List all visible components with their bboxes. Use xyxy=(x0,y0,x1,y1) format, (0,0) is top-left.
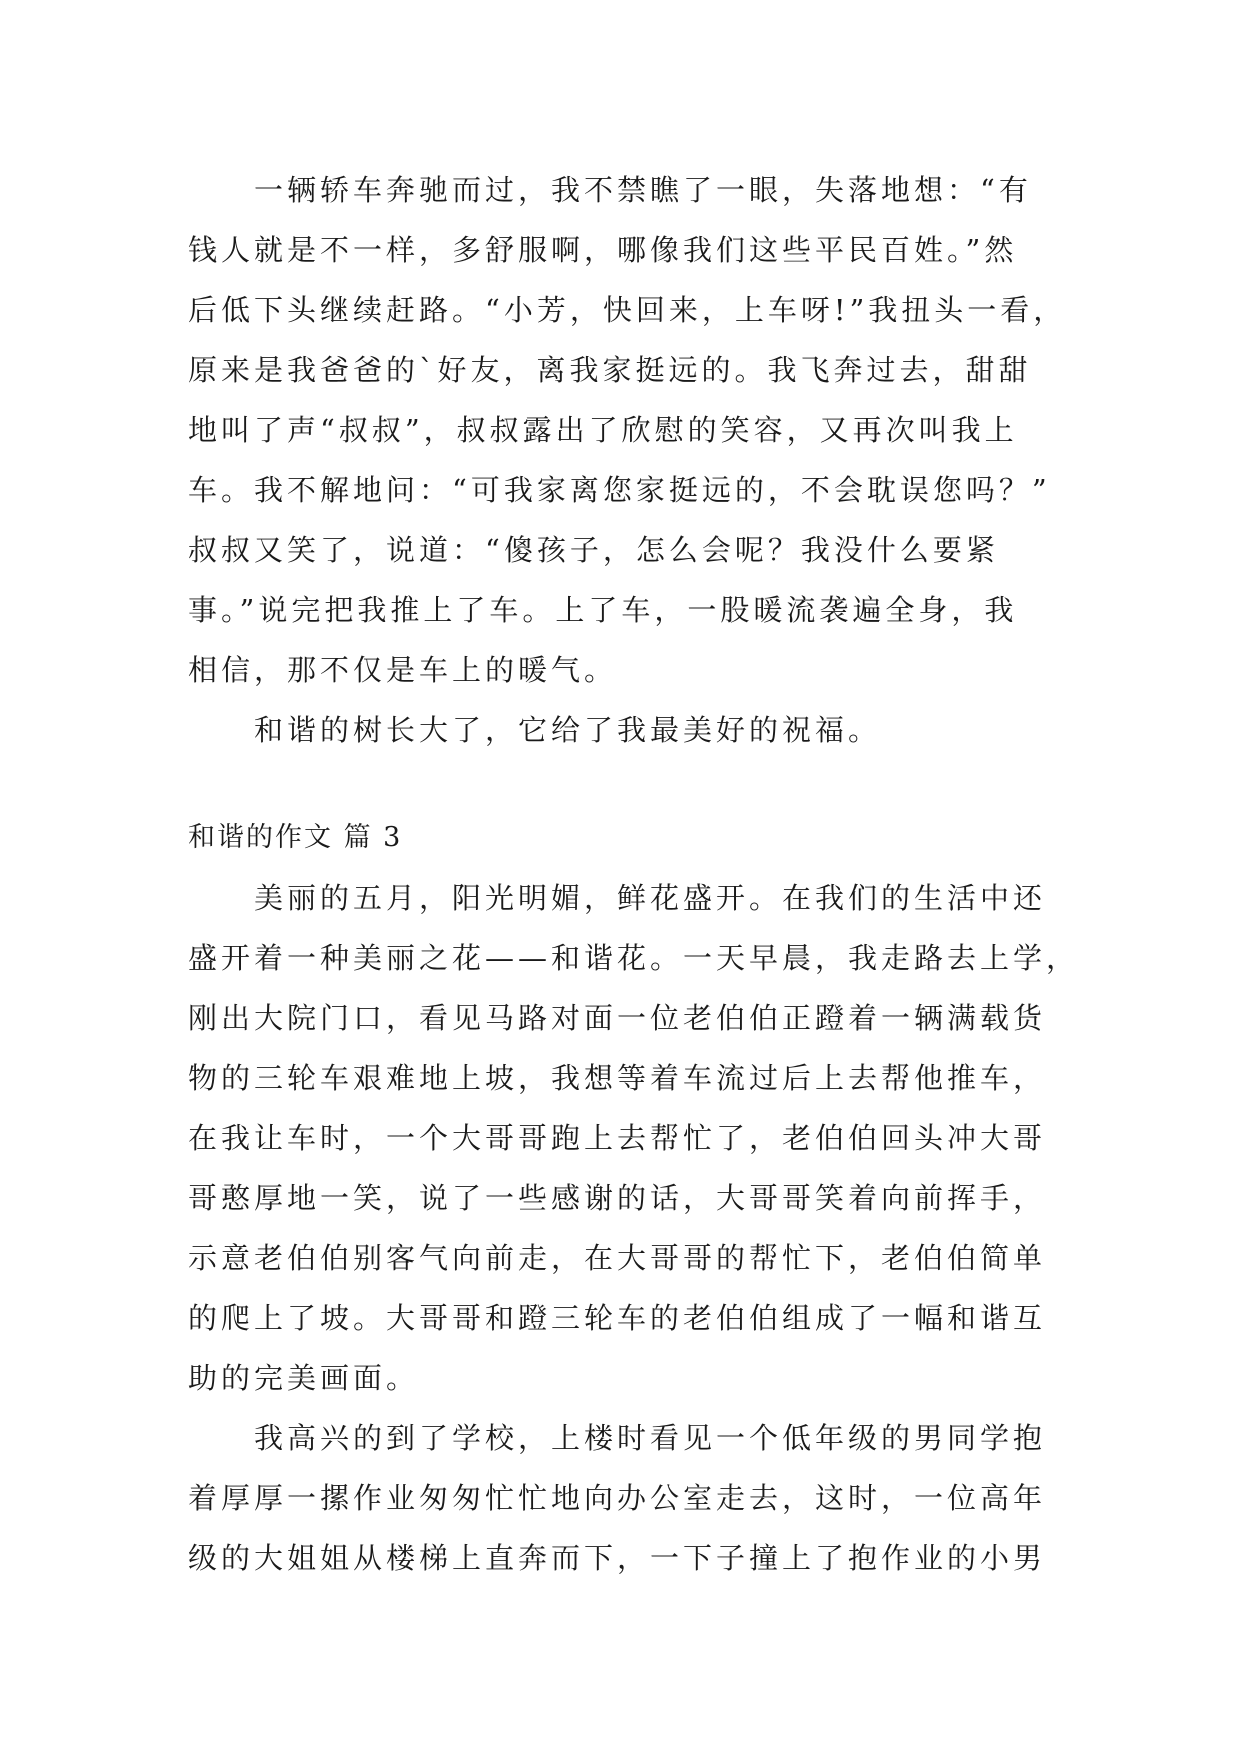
text-line: 地叫了声“叔叔”，叔叔露出了欣慰的笑容，又再次叫我上 xyxy=(188,413,1018,447)
text-line: 刚出大院门口，看见马路对面一位老伯伯正蹬着一辆满载货 xyxy=(188,1001,1047,1035)
text-line: 一辆轿车奔驰而过，我不禁瞧了一眼，失落地想：“有 xyxy=(188,173,1032,207)
text-line: 物的三轮车艰难地上坡，我想等着车流过后上去帮他推车， xyxy=(188,1061,1047,1095)
text-line: 哥憨厚地一笑，说了一些感谢的话，大哥哥笑着向前挥手， xyxy=(188,1181,1047,1215)
text-line: 叔叔又笑了，说道：“傻孩子，怎么会呢？我没什么要紧 xyxy=(188,533,999,567)
text-line: 美丽的五月，阳光明媚，鲜花盛开。在我们的生活中还 xyxy=(188,881,1047,915)
paragraph xyxy=(188,700,1054,760)
text-line: 助的完美画面。 xyxy=(188,1361,420,1395)
text-line: 示意老伯伯别客气向前走，在大哥哥的帮忙下，老伯伯简单 xyxy=(188,1241,1047,1275)
spacer xyxy=(188,760,1054,808)
text-line: 的爬上了坡。大哥哥和蹬三轮车的老伯伯组成了一幅和谐互 xyxy=(188,1301,1047,1335)
text-line: 着厚厚一摞作业匆匆忙忙地向办公室走去，这时，一位高年 xyxy=(188,1481,1047,1515)
text-line: 车。我不解地问：“可我家离您家挺远的，不会耽误您吗？” xyxy=(188,473,1051,507)
text-line: 相信，那不仅是车上的暖气。 xyxy=(188,653,618,687)
text-line: 在我让车时，一个大哥哥跑上去帮忙了，老伯伯回头冲大哥 xyxy=(188,1121,1047,1155)
text-line: 后低下头继续赶路。“小芳，快回来，上车呀!”我扭头一看， xyxy=(188,293,1067,327)
paragraph xyxy=(188,160,1067,700)
text-line: 我高兴的到了学校，上楼时看见一个低年级的男同学抱 xyxy=(188,1421,1047,1455)
text-line: 盛开着一种美丽之花——和谐花。一天早晨，我走路去上学， xyxy=(188,941,1080,975)
paragraph xyxy=(188,1408,1054,1588)
text-line: 和谐的树长大了，它给了我最美好的祝福。 xyxy=(188,713,882,747)
paragraph xyxy=(188,868,1080,1408)
text-line: 钱人就是不一样，多舒服啊，哪像我们这些平民百姓。”然 xyxy=(188,233,1018,267)
text-line: 事。”说完把我推上了车。上了车，一股暖流袭遍全身，我 xyxy=(188,593,1018,627)
text-line: 原来是我爸爸的`好友，离我家挺远的。我飞奔过去，甜甜 xyxy=(188,353,1032,387)
section-heading: 和谐的作文 篇 3 xyxy=(188,822,403,853)
document-page xyxy=(188,160,1080,1588)
text-line: 级的大姐姐从楼梯上直奔而下，一下子撞上了抱作业的小男 xyxy=(188,1541,1047,1575)
